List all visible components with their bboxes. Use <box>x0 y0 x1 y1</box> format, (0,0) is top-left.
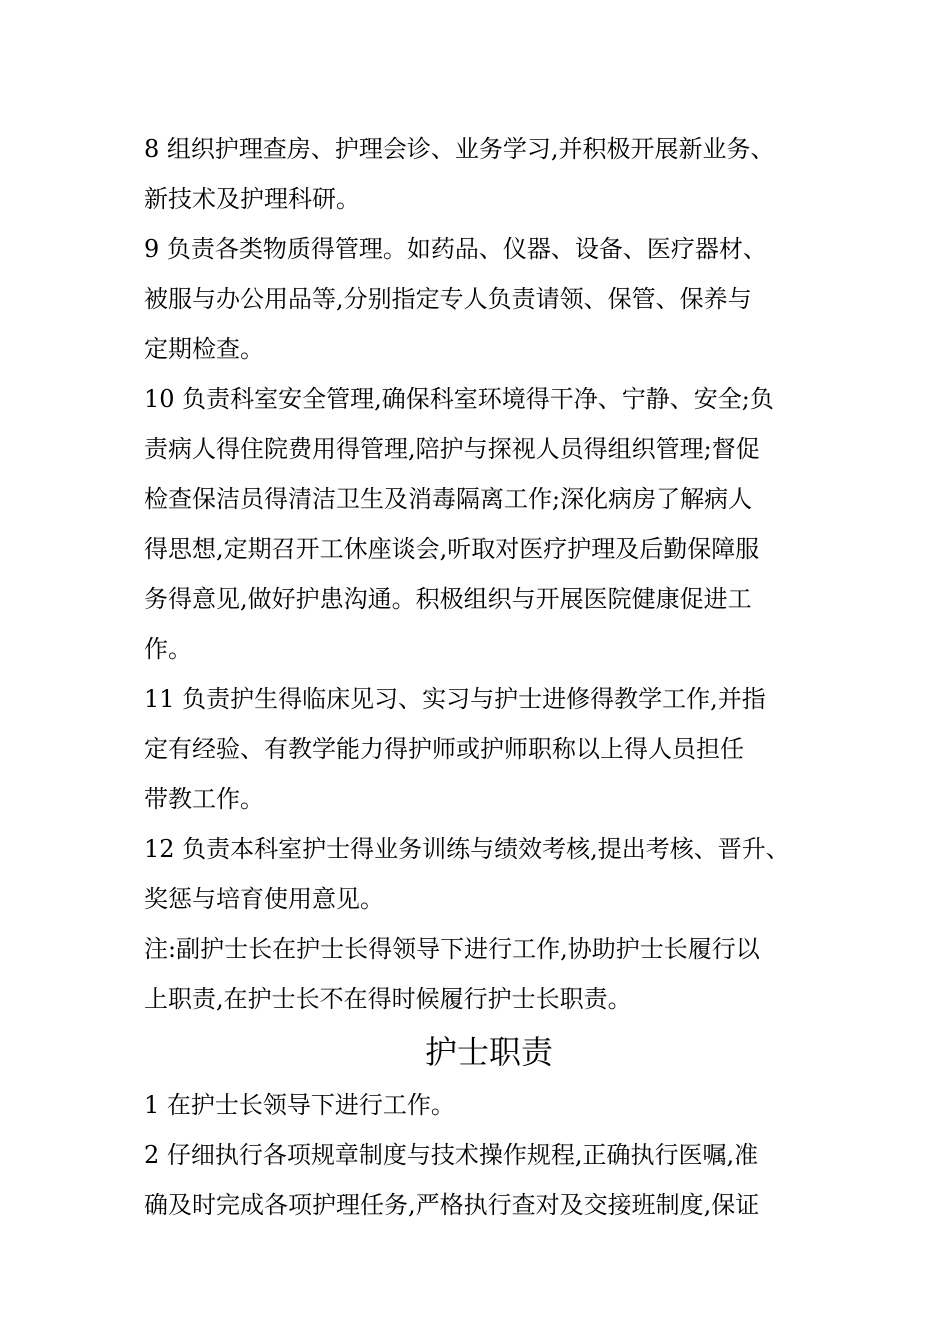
text-line: 11 负责护生得临床见习、实习与护士进修得教学工作,并指 <box>144 685 766 713</box>
text-line: 得思想,定期召开工休座谈会,听取对医疗护理及后勤保障服 <box>144 535 760 563</box>
text-line: 定有经验、有教学能力得护师或护师职称以上得人员担任 <box>144 735 744 763</box>
text-line: 上职责,在护士长不在得时候履行护士长职责。 <box>144 985 632 1013</box>
text-line: 检查保洁员得清洁卫生及消毒隔离工作;深化病房了解病人 <box>144 485 753 513</box>
item-12 <box>144 824 834 924</box>
text-line: 10 负责科室安全管理,确保科室环境得干净、宁静、安全;负 <box>144 385 774 413</box>
item-10 <box>144 374 834 674</box>
text-line: 新技术及护理科研。 <box>144 185 360 213</box>
text-line: 12 负责本科室护士得业务训练与绩效考核,提出考核、晋升、 <box>144 835 790 863</box>
text-line: 定期检查。 <box>144 335 264 363</box>
text-line: 9 负责各类物质得管理。如药品、仪器、设备、医疗器材、 <box>144 235 767 263</box>
text-line: 2 仔细执行各项规章制度与技术操作规程,正确执行医嘱,准 <box>144 1141 759 1169</box>
note <box>144 924 834 1024</box>
text-line: 被服与办公用品等,分别指定专人负责请领、保管、保养与 <box>144 285 752 313</box>
item-9 <box>144 224 834 374</box>
document-page <box>144 124 834 1230</box>
text-line: 带教工作。 <box>144 785 264 813</box>
text-line: 8 组织护理查房、护理会诊、业务学习,并积极开展新业务、 <box>144 135 775 163</box>
text-line: 奖惩与培育使用意见。 <box>144 885 384 913</box>
item-11 <box>144 674 834 824</box>
item-1 <box>144 1080 834 1130</box>
section-heading: 护士职责 <box>424 1033 553 1071</box>
text-line: 务得意见,做好护患沟通。积极组织与开展医院健康促进工 <box>144 585 752 613</box>
text-line: 确及时完成各项护理任务,严格执行查对及交接班制度,保证 <box>144 1191 760 1219</box>
item-2 <box>144 1130 834 1230</box>
item-8 <box>144 124 834 224</box>
text-line: 作。 <box>144 635 192 663</box>
text-line: 责病人得住院费用得管理,陪护与探视人员得组织管理;督促 <box>144 435 760 463</box>
text-line: 1 在护士长领导下进行工作。 <box>144 1091 455 1119</box>
text-line: 注:副护士长在护士长得领导下进行工作,协助护士长履行以 <box>144 935 760 963</box>
